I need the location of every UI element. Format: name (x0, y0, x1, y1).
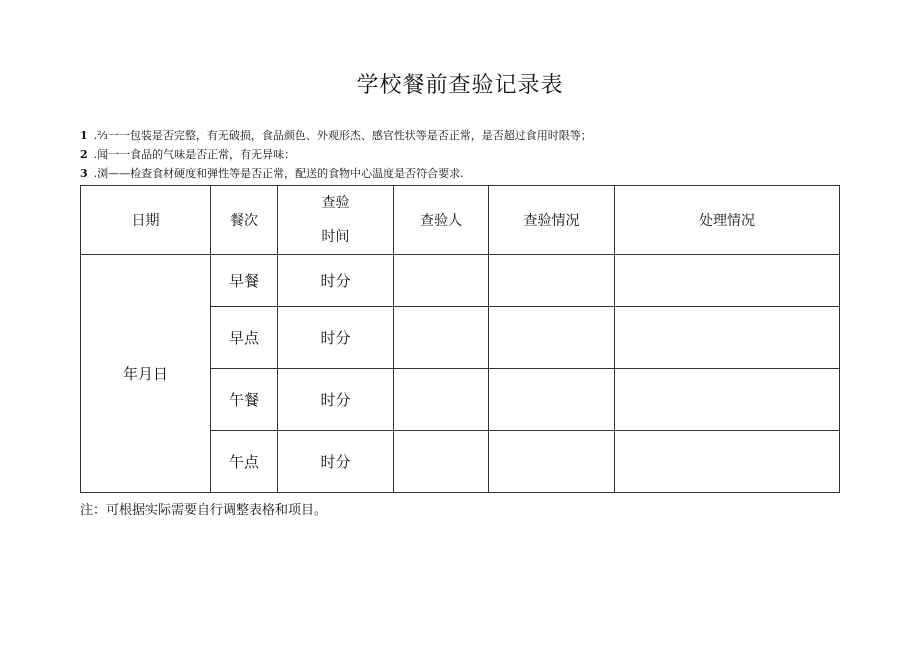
note-number: 1 (80, 129, 88, 142)
note-item (80, 164, 840, 183)
header-inspector: 查验人 (394, 186, 489, 255)
note-number: 3 (80, 167, 88, 180)
inspector-cell[interactable] (394, 369, 489, 431)
handling-cell[interactable] (615, 255, 840, 307)
note-text: .浏——检查食材硬度和弹性等是否正常，配送的食物中心温度是否符合要求. (93, 167, 464, 180)
note-item (80, 145, 840, 164)
header-inspection-time (278, 186, 394, 255)
inspection-record-table (80, 185, 840, 493)
handling-cell[interactable] (615, 369, 840, 431)
table-header-row (81, 186, 840, 255)
date-cell[interactable]: 年月日 (81, 255, 211, 493)
time-cell[interactable]: 时分 (278, 431, 394, 493)
handling-cell[interactable] (615, 431, 840, 493)
table-row (81, 255, 840, 307)
note-text: .闻一一食品的气味是否正常，有无异味： (93, 148, 296, 161)
situation-cell[interactable] (489, 307, 615, 369)
meal-cell: 早点 (211, 307, 278, 369)
meal-cell: 午餐 (211, 369, 278, 431)
inspector-cell[interactable] (394, 255, 489, 307)
time-cell[interactable]: 时分 (278, 369, 394, 431)
header-handling: 处理情况 (615, 186, 840, 255)
page-title: 学校餐前查验记录表 (356, 73, 564, 98)
inspector-cell[interactable] (394, 431, 489, 493)
inspector-cell[interactable] (394, 307, 489, 369)
note-number: 2 (80, 148, 88, 161)
situation-cell[interactable] (489, 431, 615, 493)
header-inspection-situation: 查验情况 (489, 186, 615, 255)
inspection-notes (80, 126, 840, 183)
note-item (80, 126, 840, 145)
header-time-line1: 查验 (321, 195, 350, 211)
handling-cell[interactable] (615, 307, 840, 369)
header-date: 日期 (81, 186, 211, 255)
situation-cell[interactable] (489, 255, 615, 307)
header-time-line2: 时间 (321, 229, 350, 245)
meal-cell: 午点 (211, 431, 278, 493)
situation-cell[interactable] (489, 369, 615, 431)
meal-cell: 早餐 (211, 255, 278, 307)
time-cell[interactable]: 时分 (278, 307, 394, 369)
note-text: .⅔一一包装是否完整，有无破损，食品颜色、外观形杰、感官性状等是否正常，是否超过食用时限等； (93, 129, 592, 142)
footer-note: 注：可根据实际需要自行调整表格和项目。 (80, 503, 328, 518)
time-cell[interactable]: 时分 (278, 255, 394, 307)
header-meal: 餐次 (211, 186, 278, 255)
